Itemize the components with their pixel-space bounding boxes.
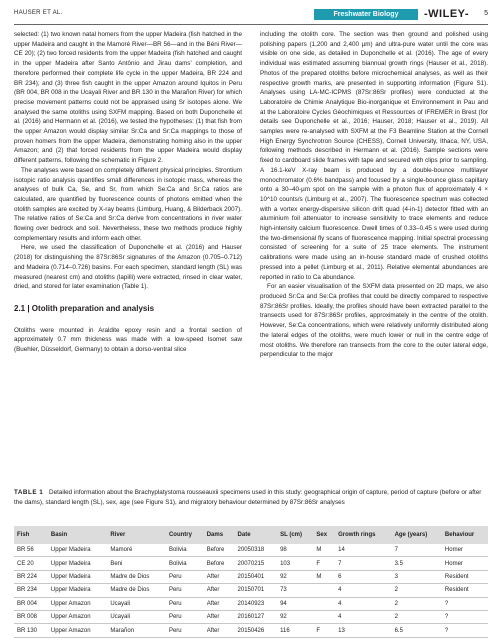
table-cell: 14 — [335, 544, 391, 557]
table-cell: ? — [442, 597, 488, 610]
table-row — [14, 610, 488, 623]
table-cell: BR 008 — [14, 610, 48, 623]
table-row — [14, 570, 488, 583]
page-number: 5 — [484, 10, 488, 17]
table-cell: Upper Madeira — [48, 544, 107, 557]
table-cell: After — [204, 597, 235, 610]
table-cell: BR 004 — [14, 597, 48, 610]
table-cell — [313, 597, 335, 610]
table-cell: 94 — [277, 597, 313, 610]
table-cell: Before — [204, 557, 235, 570]
table-cell: 4 — [335, 610, 391, 623]
table-cell — [313, 610, 335, 623]
table-cell: Marañon — [107, 624, 166, 637]
table-cell: 6.5 — [392, 624, 442, 637]
table-cell: 20150701 — [235, 584, 278, 597]
col-header: Dams — [204, 526, 235, 544]
table-cell: CE 20 — [14, 557, 48, 570]
col-header: Growth rings — [335, 526, 391, 544]
table-caption — [14, 488, 488, 507]
table-cell: 98 — [277, 544, 313, 557]
table-cell: Bolivia — [166, 544, 204, 557]
table-cell: Peru — [166, 624, 204, 637]
left-column — [14, 30, 242, 355]
section-paragraph: Otoliths were mounted in Araldite epoxy resin and a frontal section of approximately 0.7 mm thickness was made with a low-speed Isomet saw (Buehler, Düsseldorf, Germany) to obtain a dorso-ventral slice — [14, 326, 242, 354]
col-header: Sex — [313, 526, 335, 544]
table-cell: Mamoré — [107, 544, 166, 557]
publisher-logo: -WILEY- — [424, 8, 470, 20]
table-cell: 4 — [335, 584, 391, 597]
running-head: HAUSER ET AL. — [14, 10, 63, 16]
table-cell: 73 — [277, 584, 313, 597]
table-cell — [313, 584, 335, 597]
table-cell: Upper Madeira — [48, 557, 107, 570]
col-header: Fish — [14, 526, 48, 544]
col-header: Date — [235, 526, 278, 544]
page-header — [14, 6, 488, 26]
table-cell: After — [204, 570, 235, 583]
table-cell: 20050318 — [235, 544, 278, 557]
table-cell: After — [204, 610, 235, 623]
table-cell: Madre de Dios — [107, 570, 166, 583]
table-row — [14, 624, 488, 637]
table-cell: 2 — [392, 610, 442, 623]
table-cell: 2 — [392, 597, 442, 610]
table-cell: BR 56 — [14, 544, 48, 557]
table-cell: 103 — [277, 557, 313, 570]
table-cell: Resident — [442, 584, 488, 597]
table-cell: 20070215 — [235, 557, 278, 570]
table-cell: M — [313, 570, 335, 583]
table-cell: Peru — [166, 610, 204, 623]
table-cell: Peru — [166, 570, 204, 583]
table-cell: ? — [442, 624, 488, 637]
table-cell: BR 130 — [14, 624, 48, 637]
table-header-row — [14, 526, 488, 544]
left-paragraph-1: selected: (1) two known natal homers from the upper Madeira (fish hatched in the upper Madeira and caught in the Mamoré River—BR 56—and in the Béni River—CE 20); (2) two forced residents from the upper Madeira (fish hatched and caught in the upper Madeira after Santo Antônio and Jirau dams' completion, and therefore performed their complete life cycle in the upper Madeira, BR 224 and BR 234); and (3) three fish caught in the upper Amazon around Iquitos in Peru (BR 004, BR 008 in the Ucayali River and BR 130 in the Marañon River) for which precise movement patterns could not be appraised using Sr isotopes alone. We analysed the same otoliths using SXFM mapping. Based on both Duponchelle et al. (2016) and Hermann et al. (2016), we tested the hypotheses: (1) that fish from the upper Amazon would display similar Sr:Ca and Sr:Ca mappings to those of proven homers from the upper Madeira, demonstrating homing also in the upper Amazon; and (2) that forced residents from the upper Madeira would display different patterns, following the schematic in Figure 2. — [14, 31, 242, 165]
table-cell: 7 — [335, 557, 391, 570]
table-container — [14, 526, 488, 638]
table-cell: Madre de Dios — [107, 584, 166, 597]
table-cell: Upper Madeira — [48, 570, 107, 583]
table-cell: Upper Amazon — [48, 624, 107, 637]
left-paragraph-3: Here, we used the classification of Duponchelle et al. (2016) and Hauser (2018) for distinguishing the 87Sr:86Sr signatures of the Amazon (0.705–0.712) and Madeira (0.714–0.726) basins. For each specimen, standard length (SL) was measured (nearest cm) and otoliths (lapilli) were extracted, rinsed in clear water, dried, and stored for later examination (Table 1). — [14, 244, 242, 291]
table-cell: Resident — [442, 570, 488, 583]
col-header: Behaviour — [442, 526, 488, 544]
table-row — [14, 584, 488, 597]
table-cell: 7 — [392, 544, 442, 557]
table-cell: M — [313, 544, 335, 557]
table-cell: Ucayali — [107, 597, 166, 610]
table-cell: F — [313, 557, 335, 570]
table-cell: After — [204, 584, 235, 597]
journal-banner: Freshwater Biology — [314, 9, 418, 20]
table-cell: 20140923 — [235, 597, 278, 610]
table-cell: BR 234 — [14, 584, 48, 597]
col-header: Age (years) — [392, 526, 442, 544]
table-cell: F — [313, 624, 335, 637]
table-label: TABLE 1 — [14, 489, 44, 496]
table-cell: ? — [442, 610, 488, 623]
specimen-table — [14, 526, 488, 638]
table-cell: 116 — [277, 624, 313, 637]
table-cell: Upper Madeira — [48, 584, 107, 597]
table-cell: Upper Amazon — [48, 597, 107, 610]
table-cell: After — [204, 624, 235, 637]
section-heading: 2.1 | Otolith preparation and analysis — [14, 303, 155, 313]
table-cell: 2 — [392, 584, 442, 597]
table-cell: 13 — [335, 624, 391, 637]
col-header: River — [107, 526, 166, 544]
table-row — [14, 597, 488, 610]
table-cell: Bolivia — [166, 557, 204, 570]
table-row — [14, 544, 488, 557]
left-paragraph-2: The analyses were based on completely different physical principles. Strontium isotopic ratio analysis quantifies small differences in isotopic mass, whereas the analyses of bulk Ca, Se, and Sr, from which Se:Ca and Sr:Ca ratios are calculated, are quantified by fluorescence counts of photons emitted when the otolith samples are excited by X-ray beams (Limburg, Huang, & Bilderback 2007). The relative ratios of Se:Ca and Sr:Ca derive from concentrations in river water flowing over bedrock and soil. Nevertheless, these two methods produce highly complementary results and inform each other. — [14, 166, 242, 242]
col-header: Basin — [48, 526, 107, 544]
table-cell: BR 224 — [14, 570, 48, 583]
table-cell: Upper Amazon — [48, 610, 107, 623]
table-cell: 6 — [335, 570, 391, 583]
table-cell: Peru — [166, 597, 204, 610]
col-header: SL (cm) — [277, 526, 313, 544]
table-cell: 20160127 — [235, 610, 278, 623]
table-row — [14, 557, 488, 570]
right-paragraph-2: For an easier visualisation of the SXFM data presented on 2D maps, we also produced Sr:Ca and Se:Ca profiles that could be directly compared to respective 87Sr:86Sr profiles. Ideally, the profiles should have been extracted parallel to the transects used for 87Sr:86Sr profiles, approximately in the centre of the otolith. However, Se:Ca concentrations, which were relatively uniformly distributed along the lateral edges of the otoliths, were much lower or null in the centre edge of most otoliths. We therefore ran transects from the core to the outer lateral edge, perpendicular to the major — [260, 283, 488, 359]
table-cell: 3.5 — [392, 557, 442, 570]
table-cell: Peru — [166, 584, 204, 597]
table-caption-text: Detailed information about the Brachyplatystoma rousseauxii specimens used in this study: geographical origin of capture, period of capture (before or after the dams), standard length (SL), sex, age (see Figure S1), and migratory behaviour determined by 87Sr:86Sr analyses — [14, 489, 482, 506]
right-column — [260, 30, 488, 360]
table-cell: 4 — [335, 597, 391, 610]
table-cell: 3 — [392, 570, 442, 583]
table-cell: Homer — [442, 557, 488, 570]
table-cell: 92 — [277, 610, 313, 623]
table-cell: 20150401 — [235, 570, 278, 583]
table-cell: 20150426 — [235, 624, 278, 637]
right-paragraph-1: including the otolith core. The section was then ground and polished using polishing papers (1,200 and 2,400 µm) and ultra-pure water until the core was visible on one side, as detailed in Duponchelle et al. (2016). The age of every individual was estimated assuming biannual growth rings (Hauser et al., 2018). Photos of the prepared otoliths before microchemical analyses, as well as their respective growth marks, are presented in supporting information (Figure S1). Analyses using LA-MC-ICPMS (87Sr:86Sr profiles) were conducted at the Laboratoire de Chimie Analytique Bio-inorganique et Environnement in Pau and at the Laboratoire Cycles Géochimiques et Ressources of IFREMER in Brest (for details see Duponchelle et al., 2016; Hauser, 2018; Hauser et al., 2019). All samples were re-analysed with SXFM at the F3 Beamline Station at the Cornell High Energy Synchrotron Source (CHESS), Cornell University, Ithaca, NY, USA, following methods described in Hermann et al. (2016). Sample sections were fixed to cardboard slide frames with tape and secured with clips prior to sampling. A 16.1-keV X-ray beam is produced by a double-bounce multilayer monochromator (0.6% bandpass) and focused by a single-bounce glass capillary onto a 30–40-µm spot on the sample with a photon flux of approximately 4 × 10^10 counts/s (Limburg et al., 2007). The fluorescence spectrum was collected with a vortex energy-dispersive silicon drift quad (4-in-1) detector fitted with an aluminium foil attenuator to increase sensitivity to trace elements and reduce high-intensity calcium fluorescence. Dwell times of 0.33–0.45 s were used during the two-dimensional fly scans of fluorescence mapping. Initial spectral processing consisted of screening for a suite of 25 trace elements. The instrument calibrations were made using an in-house standard made of crushed otoliths pressed into a pellet (Limburg et al., 2011). Relative elemental abundances are reported in ratio to Ca abundance. — [260, 31, 488, 281]
header-rule — [14, 24, 488, 25]
table-cell: 92 — [277, 570, 313, 583]
table-cell: Before — [204, 544, 235, 557]
table-cell: Ucayali — [107, 610, 166, 623]
table-cell: Beni — [107, 557, 166, 570]
table-cell: Homer — [442, 544, 488, 557]
col-header: Country — [166, 526, 204, 544]
